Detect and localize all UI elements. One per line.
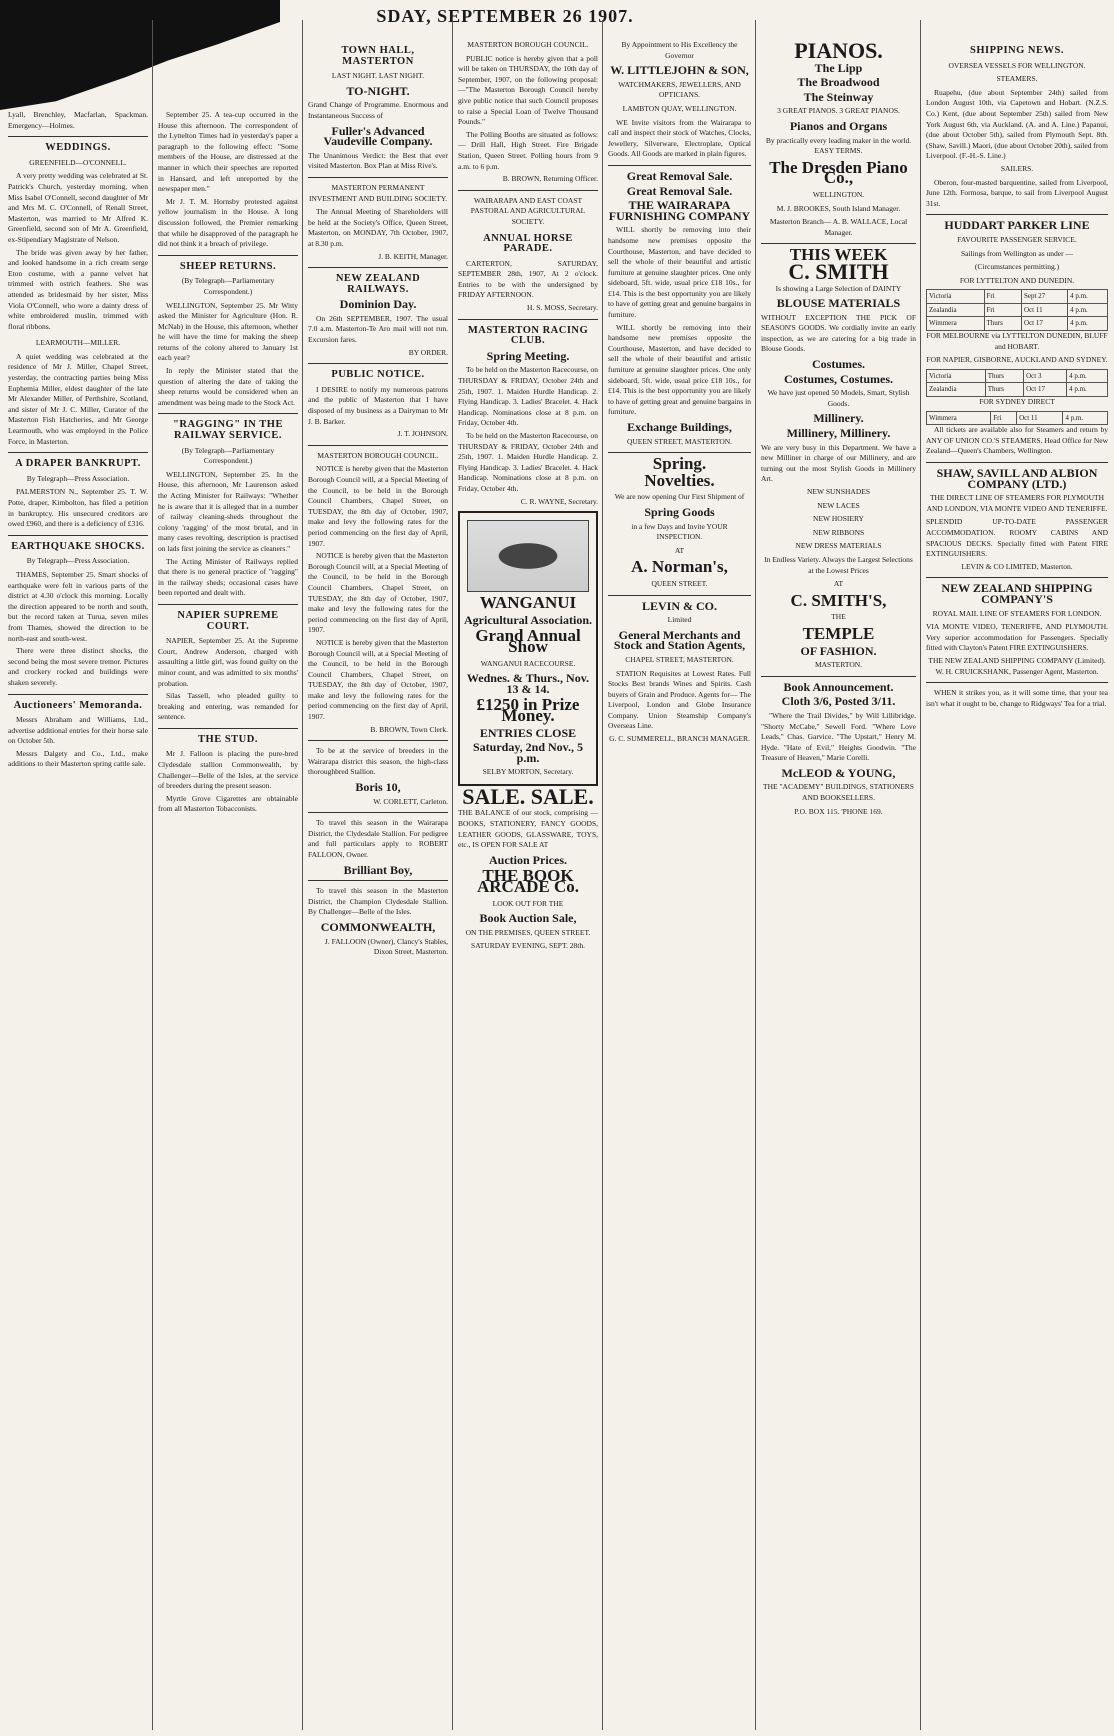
table-cell: Zealandia (927, 383, 986, 397)
townhall-tonight: TO-NIGHT. (346, 83, 410, 98)
table-cell: 4 p.m. (1068, 303, 1108, 317)
article-paragraph: A quiet wedding was celebrated at the residence of Mr J. Miller, Chapel Street, yesterday, the contracting parties being Miss Euphemia Miller, eldest daughter of the late Mr Alexander Miller, of Perthshire, Scotland, and sister of Mr J. C. Miller, Curator of the Masterton Fish Hatcheries, and Mr George Learmouth, who was employed in the Police Force, in Masterton. (8, 351, 148, 446)
divider (608, 165, 751, 166)
article-paragraph: Mr J. Falloon is placing the pure-bred Clydesdale stallion Commonwealth, by Challenger—Belle of the Isles, at the service of breeders during the present season. (158, 749, 298, 791)
smith-of-fashion: OF FASHION. (800, 643, 877, 658)
council2-body-2: The Polling Booths are situated as follows:— Drill Hall, High Street. Fire Brigade Station, Queen Street. Polling hours from 9 a.m. to 6 p.m. (458, 129, 598, 171)
divider (158, 728, 298, 729)
smith-temple: TEMPLE (802, 623, 875, 643)
schedule-table-3 (926, 369, 1108, 397)
wanganui-close: Saturday, 2nd Nov., 5 p.m. (472, 740, 584, 765)
shipping-oversea: OVERSEA VESSELS FOR WELLINGTON. (948, 60, 1086, 70)
smith-millinery: Millinery. (813, 411, 864, 426)
books-po: P.O. BOX 115. 'PHONE 169. (794, 806, 883, 816)
books-sub: Cloth 3/6, Posted 3/11. (781, 694, 896, 709)
pianos-sub: Pianos and Organs (789, 118, 888, 133)
smith-item: NEW DRESS MATERIALS (795, 541, 882, 551)
article-paragraph: THAMES, September 25. Smart shocks of earthquake were felt in various parts of the district at 4.30 o'clock this morning. Locally the direction appeared to be north and south, but the record taken at Turua, seven miles from Thames, showed the direction to be north-east and south-west. (8, 569, 148, 643)
huddart-route-1: FOR LYTTELTON AND DUNEDIN. (959, 275, 1075, 285)
divider (308, 267, 448, 268)
divider (308, 740, 448, 741)
brilliant-body: To travel this season in the Wairarapa District, the Clydesdale Stallion. For pedigree and full particulars apply to ROBERT FALLOON, Owner. (308, 818, 448, 859)
norman-novelties: Novelties. (644, 470, 715, 490)
sale-on: ON THE PREMISES, QUEEN STREET. (465, 927, 591, 937)
huddart-perm: (Circumstances permitting.) (974, 262, 1060, 272)
smith-blouse: BLOUSE MATERIALS (776, 296, 901, 311)
smith-at: AT (833, 579, 844, 589)
smith-name: C. SMITH (788, 258, 889, 284)
notice-title: PUBLIC NOTICE. (331, 369, 425, 381)
building-sign: J. B. KEITH, Manager. (378, 251, 448, 261)
smith-item: NEW LACES (817, 500, 860, 510)
table-row (927, 369, 1108, 383)
divider (308, 880, 448, 881)
table-cell: Fri (984, 303, 1022, 317)
sale-prices: Auction Prices. (489, 852, 567, 867)
divider (158, 255, 298, 256)
column-3 (308, 40, 448, 1736)
table-cell: Fri (984, 290, 1022, 304)
column-rule (602, 20, 603, 1730)
pianos-body: By practically every leading maker in the world. EASY TERMS. (765, 135, 912, 156)
huddart-note: All tickets are available also for Steamers and return by ANY OF UNION CO.'S STEAMERS. Head Office for New Zealand—Queen's Chambers, Wellington. (926, 425, 1108, 456)
divider (926, 682, 1108, 683)
building-title: MASTERTON PERMANENT INVESTMENT AND BUILDING SOCIETY. (308, 182, 448, 203)
column-rule (920, 20, 921, 1730)
divider (308, 445, 448, 446)
nzship-body: VIA MONTE VIDEO, TENERIFFE, AND PLYMOUTH. Very superior accommodation for Passengers. Specially fitted with Clayton's Patent FIRE EXTINGUISHERS. (926, 622, 1108, 653)
townhall-title: TOWN HALL, MASTERTON (341, 45, 415, 67)
table-cell: 4 p.m. (1068, 290, 1108, 304)
norman-addr: QUEEN STREET. (651, 578, 708, 588)
shipping-sailers-body: Oberon, four-masted barquentine, sailed from Liverpool, June 12th. Formosa, barque, to sail from Liverpool August 31st. (926, 177, 1108, 208)
levin-trade: General Merchants and Stock and Station Agents, (613, 627, 746, 653)
townhall-body: Grand Change of Programme. Enormous and Instantaneous Success of (308, 100, 448, 120)
divider (926, 214, 1108, 215)
table-cell: 4 p.m. (1067, 369, 1108, 383)
levin-ltd: Limited (667, 615, 692, 625)
pianos-company: The Dresden Piano Co., (769, 157, 908, 188)
books-body: "Where the Trail Divides," by Will Lillibridge. "Shorty McCabe," Sewell Ford. "Where Love Leads," Chas. Garvice. "The Upstart," Henry M. Hyde. "Hate of Evil," Heights Goodwin. "The Treasure of Heaven," Marie Corelli. (761, 710, 916, 763)
townhall-body-2: The Unanimous Verdict: the Best that ever visited Masterton. Box Plan at Miss Rive's. (308, 150, 448, 171)
notice-sign: J. T. JOHNSON. (397, 429, 448, 439)
removal-title-2: Great Removal Sale. (626, 183, 733, 198)
table-cell: Oct 17 (1024, 383, 1067, 397)
column-2 (158, 110, 298, 1736)
council2-sign: B. BROWN, Returning Officer. (502, 174, 598, 184)
article-paragraph: WELLINGTON, September 25. In the House, this afternoon, Mr Laurenson asked the Acting Minister for Railways: "Whether he is aware that it is alleged that in a number of railway cleaning-sheds throughout the colony 'ragging' of the most brutal, and in many cases revolting, description is practised on lads first joining the service as cleaners." (158, 469, 298, 553)
littlejohn-addr: LAMBTON QUAY, WELLINGTON. (622, 103, 737, 113)
column-1 (8, 110, 148, 1736)
nzship-title: NEW ZEALAND SHIPPING COMPANY'S (941, 581, 1093, 606)
table-cell: Thurs (984, 317, 1022, 331)
divider (8, 535, 148, 536)
norman-at: AT (674, 545, 685, 555)
brilliant-title: Brilliant Boy, (343, 862, 413, 877)
norman-body-2: in a few Days and Invite YOUR INSPECTION. (631, 521, 728, 542)
weddings-subheading: GREENFIELD—O'CONNELL. (29, 157, 127, 167)
railways-body: On 26th SEPTEMBER, 1907. The usual 7.0 a.m. Masterton-Te Aro mail will not run. Excursion fares. (308, 313, 448, 345)
table-cell: Fri (991, 411, 1017, 425)
schedule-table-1 (926, 289, 1108, 331)
removal-title-1: Great Removal Sale. (626, 168, 733, 183)
table-cell: Thurs (985, 383, 1023, 397)
table-cell: 4 p.m. (1067, 383, 1108, 397)
divider (158, 413, 298, 414)
council-body-filler: NOTICE is hereby given that the Masterton Borough Council will, at a Special Meeting of the Council, to be held in the Borough Council Chambers, Chapel Street, on TUESDAY, the 8th day of October, 1907, make and levy the following rates for the period commencing on the first day of April, 1907. (308, 637, 448, 722)
smith-endless: In Endless Variety. Always the Largest Selections at the Lowest Prices (764, 554, 913, 575)
weddings-heading: WEDDINGS. (45, 142, 111, 154)
divider (926, 577, 1108, 578)
huddart-title: HUDDART PARKER LINE (944, 218, 1090, 233)
divider (158, 604, 298, 605)
wanganui-show: Grand Annual Show (475, 626, 581, 656)
table-row (927, 317, 1108, 331)
table-cell: Oct 17 (1022, 317, 1068, 331)
page-masthead: SDAY, SEPTEMBER 26 1907. (376, 6, 634, 26)
article-paragraph: Messrs Abraham and Williams, Ltd., advertise additional entries for their horse sale on October 5th. (8, 715, 148, 746)
townhall-company: Fuller's Advanced Vaudeville Company. (323, 123, 433, 149)
railways-title: NEW ZEALAND RAILWAYS. (335, 273, 421, 295)
wanganui-association: Agricultural Association. (464, 612, 592, 627)
railways-sign: BY ORDER. (408, 347, 448, 357)
pastoral-sign: H. S. MOSS, Secretary. (527, 303, 598, 313)
article-paragraph: Messrs Dalgety and Co., Ltd., make additions to their Masterton spring cattle sale. (8, 748, 148, 769)
council-sign: B. BROWN, Town Clerk. (370, 724, 448, 734)
table-cell: Sept 27 (1022, 290, 1068, 304)
article-paragraph: The Acting Minister of Railways replied that there is no general practice of "ragging" in the railway sheds; occasional cases have been reported and dealt with. (158, 556, 298, 598)
shipping-sailers: SAILERS. (1000, 163, 1034, 173)
huddart-body: Sailings from Wellington as under — (961, 248, 1073, 258)
shipping-heading: SHIPPING NEWS. (970, 45, 1064, 56)
pianos-addr: WELLINGTON. (812, 189, 865, 199)
sale-body: THE BALANCE of our stock, comprising — BOOKS, STATIONERY, FANCY GOODS, LEATHER GOODS, GLASSWARE, TOYS, etc., IS OPEN FOR SALE AT (458, 808, 598, 850)
council-body: NOTICE is hereby given that the Masterton Borough Council will, at a Special Meeting of the Council, to be held in the Borough Council Chambers, Chapel Street, on TUESDAY, the 8th day of October, 1907, make and levy the following rates for the period commencing on the first day of April, 1907. (308, 464, 448, 548)
article-paragraph: NAPIER, September 25. At the Supreme Court, Andrew Anderson, charged with assaulting a little girl, was found guilty on the minor count, and was admitted to six months' probation. (158, 636, 298, 688)
removal-body: WILL shortly be removing into their handsome new premises opposite the Courthouse, Masterton, and have decided to sell the whole of their beautiful and artistic furniture at genuine slaughter prices. One only sideboard, 5ft. wide, usual price £18 10s., for £14. This is the best opportunity you are likely to have of getting great and genuine bargains in furniture. (608, 225, 751, 320)
torn-corner (0, 0, 280, 110)
table-row (927, 383, 1108, 397)
pianos-local: Masterton Branch— A. B. WALLACE, Local Manager. (769, 217, 908, 237)
divider (308, 177, 448, 178)
smith-item: NEW SUNSHADES (807, 487, 870, 496)
huddart-route-3: FOR NAPIER, GISBORNE, AUCKLAND AND SYDNEY. (926, 355, 1108, 365)
pastoral-sub: ANNUAL HORSE PARADE. (483, 232, 573, 255)
quake-byline: By Telegraph—Press Association. (26, 556, 130, 566)
pianos-title: PIANOS. (794, 40, 883, 63)
council2-title: MASTERTON BOROUGH COUNCIL. (467, 40, 589, 49)
sale-shop: THE BOOK ARCADE Co. (477, 866, 579, 897)
pianos-brand-2: The Broadwood (797, 75, 880, 90)
books-addr: THE "ACADEMY" BUILDINGS, STATIONERS AND BOOKSELLERS. (763, 782, 914, 803)
racing-body-filler: To be held on the Masterton Racecourse, on THURSDAY & FRIDAY, October 24th and 25th, 1907. 1. Maiden Hurdle Handicap. 2. Flying Handicap. 3. Ladies' Bracelet. 4. Hack Handicap. Nominations close at 8 p.m. on Friday, October 4th. (458, 431, 598, 493)
huddart-route-2: FOR MELBOURNE via LYTTELTON DUNEDIN, BLUFF and HOBART. (926, 331, 1108, 351)
nzship-sub: ROYAL MAIL LINE OF STEAMERS FOR LONDON. (932, 608, 1102, 618)
wanganui-venue: WANGANUI RACECOURSE. (480, 658, 576, 668)
smith-item: NEW RIBBONS (812, 527, 865, 537)
books-title: Book Announcement. (783, 679, 894, 694)
levin-body: STATION Requisites at Lowest Rates. Full Stocks Best brands Wines and Spirits. Cash buyers of Grain and Produce. Agents for— The Liverpool, London and Globe Insurance Company. Union Steamship Company's Overseas Line. (608, 668, 751, 731)
sale-look: LOOK OUT FOR THE (492, 898, 564, 908)
norman-name: A. Norman's, (631, 557, 728, 577)
wanganui-entries: ENTRIES CLOSE (479, 725, 577, 740)
quake-heading: EARTHQUAKE SHOCKS. (11, 540, 145, 552)
commonwealth-title: COMMONWEALTH, (320, 919, 436, 934)
table-cell: 4 p.m. (1068, 317, 1108, 331)
smith-costumes: Costumes. (812, 357, 865, 372)
bankrupt-heading: A DRAPER BANKRUPT. (15, 458, 141, 470)
racing-sub: Spring Meeting. (486, 348, 570, 363)
column-rule (152, 20, 153, 1730)
council-body-filler: NOTICE is hereby given that the Masterton Borough Council will, at a Special Meeting of the Council, to be held in the Borough Council Chambers, Chapel Street, on TUESDAY, the 8th day of October, 1907, make and levy the following rates for the period commencing on the first day of April, 1907. (308, 551, 448, 635)
smith-the: THE (831, 612, 846, 622)
article-paragraph: PALMERSTON N., September 25. T. W. Potte, draper, Kimbolton, has filed a petition in bankruptcy. His unsecured creditors are owed £960, and there is a deficiency of £316. (8, 487, 148, 529)
smith-costumes-body: We have just opened 50 Models, Smart, Stylish Goods. (767, 388, 910, 408)
council-title: MASTERTON BOROUGH COUNCIL. (317, 450, 439, 460)
article-paragraph: September 25. A tea-cup occurred in the House this afternoon. The correspondent of the Lyttelton Times had in yesterday's paper a paragraph to the following effect: "Some members of the House, are distressed at the manner in which their speeches are reported in Hansard, and left unreported by the newspaper men." (158, 110, 298, 194)
divider (8, 136, 148, 137)
divider (308, 812, 448, 813)
table-row (927, 290, 1108, 304)
table-row (927, 411, 1108, 425)
removal-addr: Exchange Buildings, (627, 420, 732, 434)
huddart-sub: FAVOURITE PASSENGER SERVICE. (957, 234, 1077, 244)
ragging-heading: "RAGGING" IN THE RAILWAY SERVICE. (173, 419, 283, 442)
shipping-body: Ruapehu, (due about September 24th) sailed from London August 10th, via Capetown and Hobart. (N.Z.S. Co.) Kent, (due about September 25th) sailed from New York August 6th, via Auckland. (A. and A. Line.) Papanui, (due about October 5th), sailed from Plymouth Sept. 8th. (Shaw, Savill.) Maori, (due about October 20th), sailed from Liverpool. (F.-H.-S. Line.) (926, 87, 1108, 161)
wanganui-dates: Wednes. & Thurs., Nov. 13 & 14. (466, 671, 590, 696)
commonwealth-sign: J. FALLOON (Owner), Clancy's Stables, Dixon Street, Masterton. (324, 936, 448, 957)
railways-sub: Dominion Day. (339, 297, 417, 312)
sheep-heading: SHEEP RETURNS. (179, 260, 277, 272)
table-cell: Wimmera (927, 317, 985, 331)
levin-name: LEVIN & CO. (641, 598, 717, 613)
littlejohn-body: WE Invite visitors from the Wairarapa to call and inspect their stock of Watches, Clocks, Jewellery, Silverware, Electroplate, Optical Goods. All Goods are marked in plain figures. (608, 117, 751, 159)
smith-name-2: C. SMITH'S, (790, 590, 887, 610)
wanganui-title: WANGANUI (479, 593, 577, 613)
divider (458, 190, 598, 191)
racing-body: To be held on the Masterton Racecourse, on THURSDAY & FRIDAY, October 24th and 25th, 1907. 1. Maiden Hurdle Handicap. 2. Flying Handicap. 3. Ladies' Bracelet. 4. Hack Handicap. Nominations close at 8 p.m. on Friday, October 4th. (458, 365, 598, 428)
nzship-sign: THE NEW ZEALAND SHIPPING COMPANY (Limited). W. H. CRUICKSHANK, Passenger Agent, Masterton. (928, 655, 1106, 676)
smith-body: Is showing a Large Selection of DAINTY (775, 283, 902, 293)
sale-auction: Book Auction Sale, (479, 911, 577, 926)
auctioneers-heading: Auctioneers' Memoranda. (13, 699, 143, 711)
divider (8, 452, 148, 453)
table-cell: Victoria (927, 369, 986, 383)
notice-body: I DESIRE to notify my numerous patrons and the public of Masterton that I have disposed of my business as a Dairyman to Mr J. B. Barker. (308, 384, 448, 426)
building-body: The Annual Meeting of Shareholders will be held at the Society's Office, Queen Street, Masterton, on MONDAY, 7th October, 1907, at 8.30 p.m. (308, 207, 448, 248)
racing-title: MASTERTON RACING CLUB. (467, 324, 589, 347)
divider (761, 676, 916, 677)
breeders-sign: W. CORLETT, Carleton. (373, 796, 448, 806)
article-paragraph: Mr J. T. M. Hornsby protested against yellow journalism in the House. A long discussion followed, the Premier remarking that while he disapproved of the paragraph he did not think it a breach of privilege. (158, 196, 298, 249)
sale-date: SATURDAY EVENING, SEPT. 28th. (471, 941, 585, 951)
pianos-manager: M. J. BROOKES, South Island Manager. (776, 203, 901, 213)
article-paragraph: Myrtle Grove Cigarettes are obtainable from all Masterton Tobacconists. (158, 793, 298, 814)
column-rule (755, 20, 756, 1730)
cattle-illustration (467, 520, 589, 592)
commonwealth-body: To travel this season in the Masterton District, the Champion Clydesdale Stallion. By Challenger—Belle of the Isles. (308, 886, 448, 917)
breeders-title: Boris 10, (355, 780, 401, 795)
levin-sign: G. C. SUMMERELL, BRANCH MANAGER. (609, 734, 750, 744)
removal-body-filler: WILL shortly be removing into their handsome new premises opposite the Courthouse, Masterton, and have decided to sell the whole of their beautiful and artistic furniture at genuine slaughter prices. One only sideboard, 5ft. wide, usual price £18 10s., for £14. This is the best opportunity you are likely to have of getting great and genuine bargains in furniture. (608, 322, 751, 417)
table-cell: Victoria (927, 290, 985, 304)
table-row (927, 303, 1108, 317)
norman-spring: Spring. (652, 454, 707, 474)
table-cell: Thurs (985, 369, 1023, 383)
article-paragraph: A very pretty wedding was celebrated at St. Patrick's Church, yesterday morning, when Miss Isabel O'Connell, second daughter of Mr and Mrs M. C. O'Connell, of Renall Street, Masterton, was married to Mr Alfred K. Greenfield, second son of Mr A. Greenfield, ex-Stipendiary Magistrate of Nelson. (8, 171, 148, 244)
column-6 (761, 40, 916, 1736)
column-7 (926, 40, 1108, 1736)
shaw-title: SHAW, SAVILL AND ALBION COMPANY (LTD.) (936, 466, 1098, 491)
ragging-byline: (By Telegraph—Parliamentary Correspondent.) (181, 445, 275, 466)
column-rule (452, 20, 453, 1730)
divider (608, 595, 751, 596)
pastoral-title: WAIRARAPA AND EAST COAST PASTORAL AND AGRICULTURAL SOCIETY. (470, 195, 586, 226)
pianos-great: 3 GREAT PIANOS. 3 GREAT PIANOS. (777, 106, 900, 116)
table-cell: Wimmera (927, 411, 991, 425)
schedule-table-4 (926, 411, 1108, 426)
divider (926, 462, 1108, 463)
huddart-route-4: FOR SYDNEY DIRECT (979, 397, 1055, 407)
shipping-steamers: STEAMERS. (996, 74, 1038, 84)
norman-body: We are now opening Our First Shipment of (614, 492, 745, 502)
tea-ad: WHEN it strikes you, as it will some time, that your tea isn't what it ought to be, change to Ridgways' Tea for a trial. (926, 688, 1108, 708)
divider (8, 694, 148, 695)
divider (608, 452, 751, 453)
table-cell: Zealandia (927, 303, 985, 317)
napier-heading: NAPIER SUPREME COURT. (177, 609, 279, 632)
wanganui-sign: SELBY MORTON, Secretary. (482, 767, 574, 777)
smith-millinery-2: Millinery, Millinery. (786, 426, 891, 441)
column-5 (608, 40, 751, 1736)
table-cell: Oct 11 (1022, 303, 1068, 317)
breeders-body: To be at the service of breeders in the Wairarapa district this season, the high-class thoroughbred Stallion. (308, 746, 448, 777)
column-rule (302, 20, 303, 1730)
removal-addr-2: QUEEN STREET, MASTERTON. (626, 436, 733, 446)
pastoral-body: CARTERTON, SATURDAY, SEPTEMBER 28th, 1907, At 2 o'clock. Entries to be with the undersigned by FRIDAY AFTERNOON. (458, 258, 598, 300)
littlejohn-appt: By Appointment to His Excellency the Governor (621, 40, 738, 60)
removal-company: THE WAIRARAPA FURNISHING COMPANY (608, 198, 751, 223)
smith-week: THIS WEEK (789, 245, 888, 265)
wanganui-prize: £1250 in Prize Money. (476, 695, 580, 725)
divider (761, 243, 916, 244)
books-seller: McLEOD & YOUNG, (781, 765, 896, 780)
levin-addr: CHAPEL STREET, MASTERTON. (625, 654, 734, 664)
pianos-brand-3: The Steinway (803, 89, 874, 104)
table-cell: 4 p.m. (1063, 411, 1108, 425)
article-paragraph: WELLINGTON, September 25. Mr Witty asked the Minister for Agriculture (Hon. R. McNab) in the House, this afternoon, whether he will have the time for making the sheep returns of the colony altered to January 1st each year? (158, 300, 298, 363)
smith-millinery-body: We are very busy in this Department. We have a new Milliner in charge of our Millinery, and are turning out the most Stylish Goods in Millinery Art. (761, 442, 916, 484)
smith-body-2: WITHOUT EXCEPTION THE PICK OF SEASON'S GOODS. We cordially invite an early inspection, as we are catering for a big trade in Blouse Goods. (761, 312, 916, 354)
shaw-body: THE DIRECT LINE OF STEAMERS FOR PLYMOUTH AND LONDON, VIA MONTE VIDEO AND TENERIFFE. (926, 493, 1108, 513)
smith-item: NEW HOSIERY (813, 514, 864, 524)
stud-heading: THE STUD. (198, 733, 258, 745)
littlejohn-name: W. LITTLEJOHN & SON, (610, 63, 749, 78)
shaw-body-2: SPLENDID UP-TO-DATE PASSENGER ACCOMMODATION. ROOMY CABINS AND SPACIOUS DECKS. Specially fitted with Patent FIRE EXTINGUISHERS. (926, 517, 1108, 559)
table-cell: Oct 3 (1024, 369, 1067, 383)
smith-costumes-2: Costumes, Costumes. (784, 371, 893, 386)
pianos-brand-1: The Lipp (814, 60, 863, 75)
weddings-subheading-2: LEARMOUTH—MILLER. (35, 338, 121, 348)
table-cell: Oct 11 (1017, 411, 1063, 425)
shaw-sign: LEVIN & CO LIMITED, Masterton. (961, 561, 1073, 571)
wanganui-ad (458, 511, 598, 786)
sheep-byline: (By Telegraph—Parliamentary Correspondent.) (181, 276, 275, 296)
townhall-sub: LAST NIGHT. LAST NIGHT. (331, 71, 425, 81)
racing-sign: C. R. WAYNE, Secretary. (520, 496, 598, 506)
fragment-text: Lyall, Brenchley, Macfarlan, Spackman. Emergency—Holmes. (8, 110, 148, 130)
column-4 (458, 40, 598, 1736)
article-paragraph: In reply the Minister stated that the question of altering the date of taking the sheep returns would be considered when an amendment was being made to the Stock Act. (158, 366, 298, 407)
divider (308, 363, 448, 364)
article-paragraph: There were three distinct shocks, the second being the most severe tremor. Pictures and crockery rocked and buildings were shaken severely. (8, 646, 148, 687)
bankrupt-byline: By Telegraph—Press Association. (26, 473, 130, 483)
littlejohn-trade: WATCHMAKERS, JEWELLERS, AND OPTICIANS. (618, 79, 741, 100)
norman-goods: Spring Goods (644, 504, 715, 519)
council2-body: PUBLIC notice is hereby given that a poll will be taken on THURSDAY, the 10th day of September, 1907, on the following proposal:—"The Masterton Borough Council hereby give public notice that such Council proposes to raise a Special Loan of Twelve Thousand Pounds." (458, 53, 598, 127)
article-paragraph: Silas Tassell, who pleaded guilty to breaking and entering, was remanded for sentence. (158, 691, 298, 722)
article-paragraph: The bride was given away by her father, and looked handsome in a rich cream serge Eton costume, with a panne velvet hat trimmed with ostrich feathers. She was attended as bridesmaid by her sister, Miss Viola O'Connell, who wore a dainty dress of white embroidered muslin, trimmed with floral ribbons. (8, 247, 148, 331)
divider (458, 319, 598, 320)
sale-title: SALE. SALE. (462, 783, 594, 809)
smith-addr: MASTERTON. (814, 660, 863, 670)
